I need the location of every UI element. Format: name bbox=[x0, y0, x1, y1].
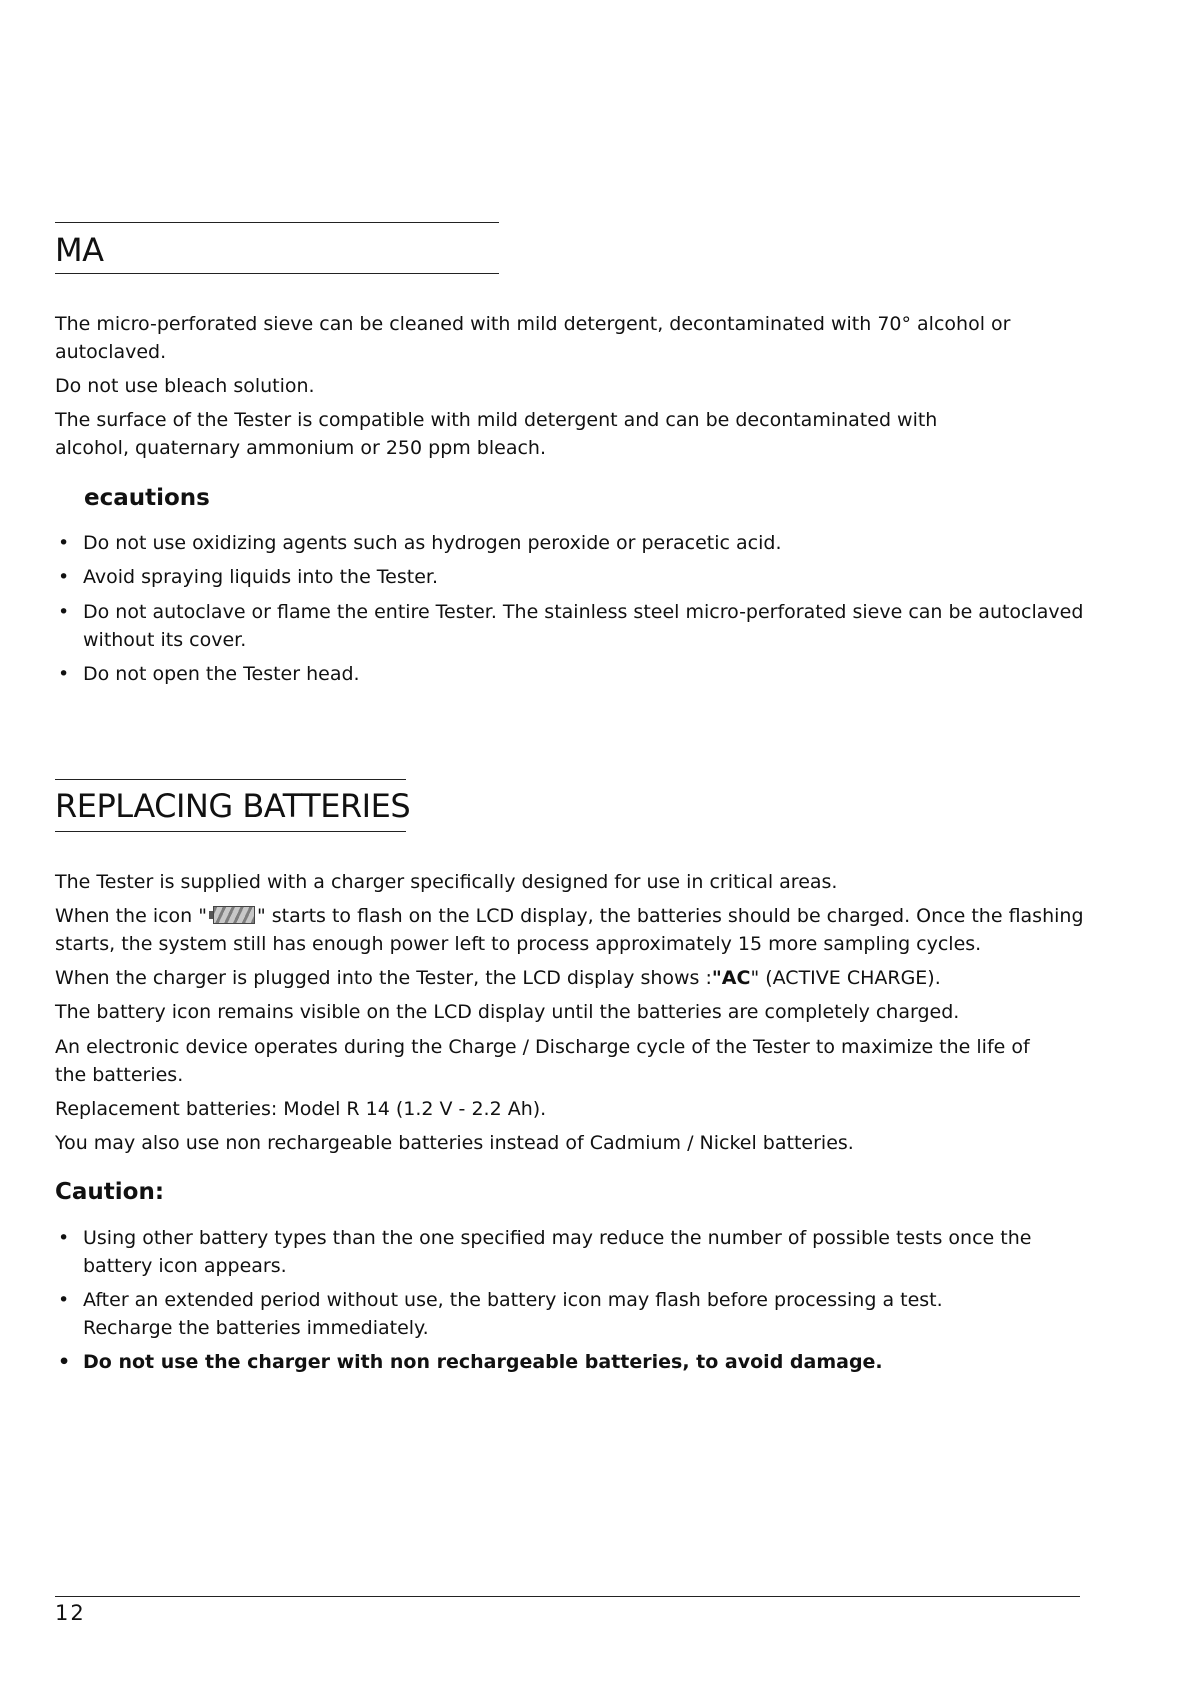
bullet-dot: • bbox=[58, 1289, 70, 1311]
list-item bbox=[55, 563, 1085, 591]
battery-low-icon bbox=[209, 906, 255, 924]
paragraph-non-rechargeable: You may also use non rechargeable batteries instead of Cadmium / Nickel batteries. bbox=[55, 1132, 854, 1154]
footer-rule bbox=[55, 1596, 1080, 1597]
list-item bbox=[55, 529, 1085, 557]
bullet-dot: • bbox=[58, 532, 70, 554]
bullet-text: Do not open the Tester head. bbox=[83, 663, 360, 685]
text-segment: When the icon " bbox=[55, 905, 207, 927]
bullet-dot: • bbox=[58, 663, 70, 685]
bullet-dot: • bbox=[58, 1227, 70, 1249]
paragraph-charger-supplied: The Tester is supplied with a charger specifically designed for use in critical areas. bbox=[55, 871, 838, 893]
paragraph-surface-compatibility: The surface of the Tester is compatible with mild detergent and can be decontaminated with alcohol, quaternary ammonium or 250 ppm bleach. bbox=[55, 409, 938, 459]
bullet-text-continuation: Recharge the batteries immediately. bbox=[83, 1317, 429, 1339]
list-item bbox=[55, 1286, 1085, 1342]
paragraph-electronic-device: An electronic device operates during the Charge / Discharge cycle of the Tester to maximize the life of the batteries. bbox=[55, 1036, 1030, 1086]
paragraph-active-charge bbox=[55, 964, 1085, 992]
paragraph-sieve-cleaning: The micro-perforated sieve can be cleaned with mild detergent, decontaminated with 70° alcohol or autoclaved. bbox=[55, 313, 1011, 363]
section-bottom-rule bbox=[55, 831, 406, 832]
bullet-dot: • bbox=[58, 566, 70, 588]
text-segment: " (ACTIVE CHARGE). bbox=[750, 967, 941, 989]
list-item bbox=[55, 1348, 1085, 1376]
bullet-dot: • bbox=[58, 601, 70, 623]
precautions-heading: ecautions bbox=[84, 485, 210, 511]
bullet-text: Using other battery types than the one specified may reduce the number of possible tests once the battery icon appears. bbox=[83, 1227, 1032, 1277]
ac-code: "AC bbox=[711, 967, 751, 989]
paragraph-icon-visible: The battery icon remains visible on the LCD display until the batteries are completely charged. bbox=[55, 1001, 960, 1023]
text-segment: When the charger is plugged into the Tester, the LCD display shows : bbox=[55, 967, 712, 989]
text-segment: " starts to flash on the LCD display, the batteries should be charged. Once the flashing starts, the system still has enough power left to process approximately 15 more sampling cycles. bbox=[55, 905, 1084, 955]
paragraph-no-bleach: Do not use bleach solution. bbox=[55, 375, 315, 397]
bullet-text: Do not use oxidizing agents such as hydrogen peroxide or peracetic acid. bbox=[83, 532, 782, 554]
section-heading-maintenance: MA bbox=[55, 231, 104, 269]
paragraph-replacement-batteries: Replacement batteries: Model R 14 (1.2 V - 2.2 Ah). bbox=[55, 1098, 547, 1120]
bullet-dot: • bbox=[58, 1351, 71, 1373]
paragraph-battery-icon-flash bbox=[55, 902, 1085, 958]
section-heading-replacing-batteries: REPLACING BATTERIES bbox=[55, 787, 411, 825]
page-number: 12 bbox=[55, 1601, 86, 1625]
list-item bbox=[55, 1224, 1075, 1280]
caution-heading: Caution: bbox=[55, 1179, 165, 1205]
bullet-text-warning: Do not use the charger with non rechargeable batteries, to avoid damage. bbox=[83, 1351, 883, 1373]
section-top-rule bbox=[55, 779, 406, 780]
bullet-text: Avoid spraying liquids into the Tester. bbox=[83, 566, 439, 588]
bullet-text: After an extended period without use, the battery icon may flash before processing a test. bbox=[83, 1289, 943, 1311]
section-bottom-rule bbox=[55, 273, 499, 274]
section-top-rule bbox=[55, 222, 499, 223]
bullet-text: Do not autoclave or flame the entire Tester. The stainless steel micro-perforated sieve can be autoclaved without its cover. bbox=[83, 601, 1084, 651]
list-item bbox=[55, 660, 1085, 688]
list-item bbox=[55, 598, 1085, 654]
